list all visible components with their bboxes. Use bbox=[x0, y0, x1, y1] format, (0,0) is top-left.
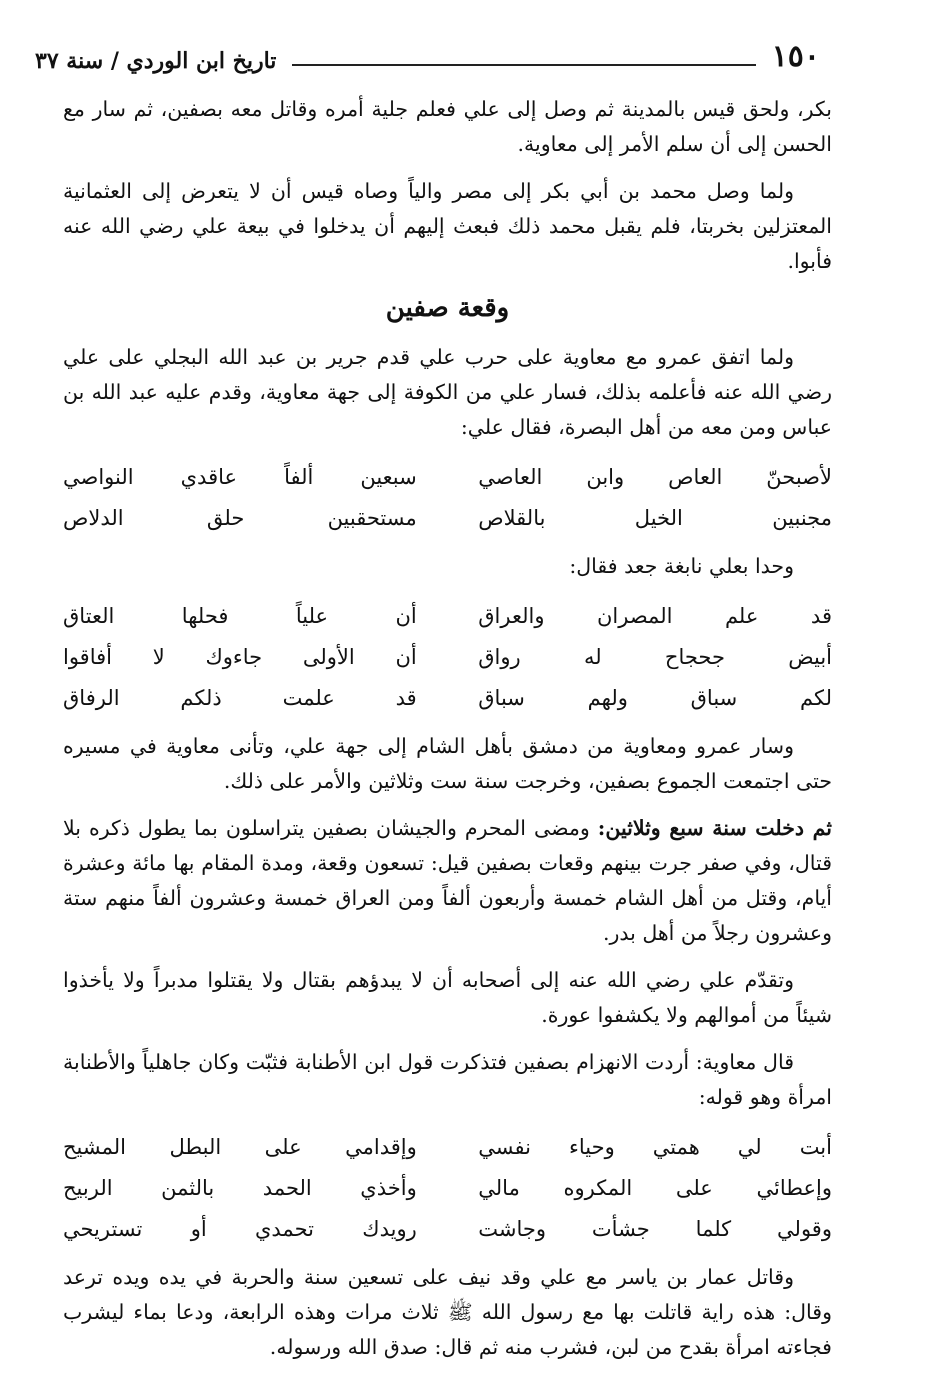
verse-first-half: مجنبين الخيل بالقلاص bbox=[478, 506, 832, 530]
verse-first-half: لكم سباق ولهم سباق bbox=[478, 686, 832, 710]
verse bbox=[63, 1209, 832, 1250]
verse-second-half: أن علياً فحلها العتاق bbox=[63, 604, 417, 628]
paragraph: وتقدّم علي رضي الله عنه إلى أصحابه أن لا يبدؤهم بقتال ولا يقتلوا مدبراً ولا يأخذوا شيئاً من أموالهم ولا يكشفوا عورة. bbox=[63, 968, 832, 1027]
paragraph: ولما اتفق عمرو مع معاوية على حرب علي قدم جرير بن عبد الله البجلي على علي رضي الله عنه فأعلمه بذلك، فسار علي من الكوفة إلى جهة معاوية، وقدم عليه عبد الله بن عباس ومن معه من أهل البصرة، فقال علي: bbox=[63, 345, 832, 439]
page-number: ١٥٠ bbox=[771, 39, 820, 74]
paragraph-text: ومضى المحرم والجيشان بصفين يتراسلون بما يطول ذكره بلا قتال، وفي صفر جرت بينهم وقعات بصفين قيل: تسعون وقعة، ومدة المقام بها مائة وعشرة أيام، وقتل من أهل الشام خمسة وأربعون ألفاً ومن العراق خمسة وعشرون ألفاً منهم ستة وعشرون رجلاً من أهل بدر. bbox=[63, 816, 832, 945]
verse bbox=[63, 637, 832, 678]
verse-first-half: أبت لي همتي وحياء نفسي bbox=[478, 1135, 832, 1159]
verse-second-half: مستحقبين حلق الدلاص bbox=[63, 506, 417, 530]
paragraph: ولما وصل محمد بن أبي بكر إلى مصر والياً وصاه قيس أن لا يتعرض إلى العثمانية المعتزلين بخربتا، فلم يقبل محمد ذلك فبعث إليهم أن يدخلوا في بيعة علي رضي الله عنه فأبوا. bbox=[63, 179, 832, 273]
running-head: تاريخ ابن الوردي / سنة ٣٧ bbox=[35, 48, 277, 74]
verse-second-half: وأخذي الحمد بالثمن الربيح bbox=[63, 1176, 417, 1200]
paragraph: قال معاوية: أردت الانهزام بصفين فتذكرت قول ابن الأطنابة فثبّت وكان جاهلياً والأطنابة امرأة وهو قوله: bbox=[63, 1050, 832, 1109]
page-body bbox=[63, 92, 832, 1377]
verse bbox=[63, 596, 832, 637]
verse bbox=[63, 1168, 832, 1209]
page-header bbox=[35, 28, 820, 72]
paragraph: بكر، ولحق قيس بالمدينة ثم وصل إلى علي فعلم جلية أمره وقاتل معه بصفين، ثم سار مع الحسن إلى أن سلم الأمر إلى معاوية. bbox=[63, 97, 832, 156]
year-heading: ثم دخلت سنة سبع وثلاثين: bbox=[597, 816, 832, 840]
verse-second-half: سبعين ألفاً عاقدي النواصي bbox=[63, 465, 417, 489]
verse-first-half: وإعطائي على المكروه مالي bbox=[478, 1176, 832, 1200]
verse-second-half: أن الأولى جاءوك لا أفاقوا bbox=[63, 645, 417, 669]
section-heading: وقعة صفين bbox=[385, 293, 510, 323]
verse-second-half: قد علمت ذلكم الرفاق bbox=[63, 686, 417, 710]
verse-first-half: لأصبحنّ العاص وابن العاصي bbox=[478, 465, 832, 489]
poem bbox=[63, 596, 832, 719]
verse bbox=[63, 498, 832, 539]
paragraph: وسار عمرو ومعاوية من دمشق بأهل الشام إلى جهة علي، وتأنى معاوية في مسيره حتى اجتمعت الجموع بصفين، وخرجت سنة ست وثلاثين والأمر على ذلك. bbox=[63, 734, 832, 793]
verse-first-half: وقولي كلما جشأت وجاشت bbox=[478, 1217, 832, 1241]
verse-second-half: رويدك تحمدي أو تستريحي bbox=[63, 1217, 417, 1241]
header-rule bbox=[292, 64, 755, 66]
verse-first-half: أبيض جحجاح له رواق bbox=[478, 645, 832, 669]
paragraph: وقاتل عمار بن ياسر مع علي وقد نيف على تسعين سنة والحربة في يده ويده ترعد وقال: هذه راية قاتلت بها مع رسول الله ﷺ ثلاث مرات وهذه الرابعة، ودعا بماء ليشرب فجاءته امرأة بقدح من لبن، فشرب منه ثم قال: صدق الله ورسوله. bbox=[63, 1265, 832, 1359]
paragraph bbox=[63, 811, 832, 951]
verse-first-half: قد علم المصران والعراق bbox=[478, 604, 832, 628]
poem bbox=[63, 457, 832, 539]
verse bbox=[63, 1127, 832, 1168]
paragraph: وحدا بعلي نابغة جعد فقال: bbox=[569, 554, 794, 578]
verse-second-half: وإقدامي على البطل المشيح bbox=[63, 1135, 417, 1159]
verse bbox=[63, 678, 832, 719]
poem bbox=[63, 1127, 832, 1250]
verse bbox=[63, 457, 832, 498]
